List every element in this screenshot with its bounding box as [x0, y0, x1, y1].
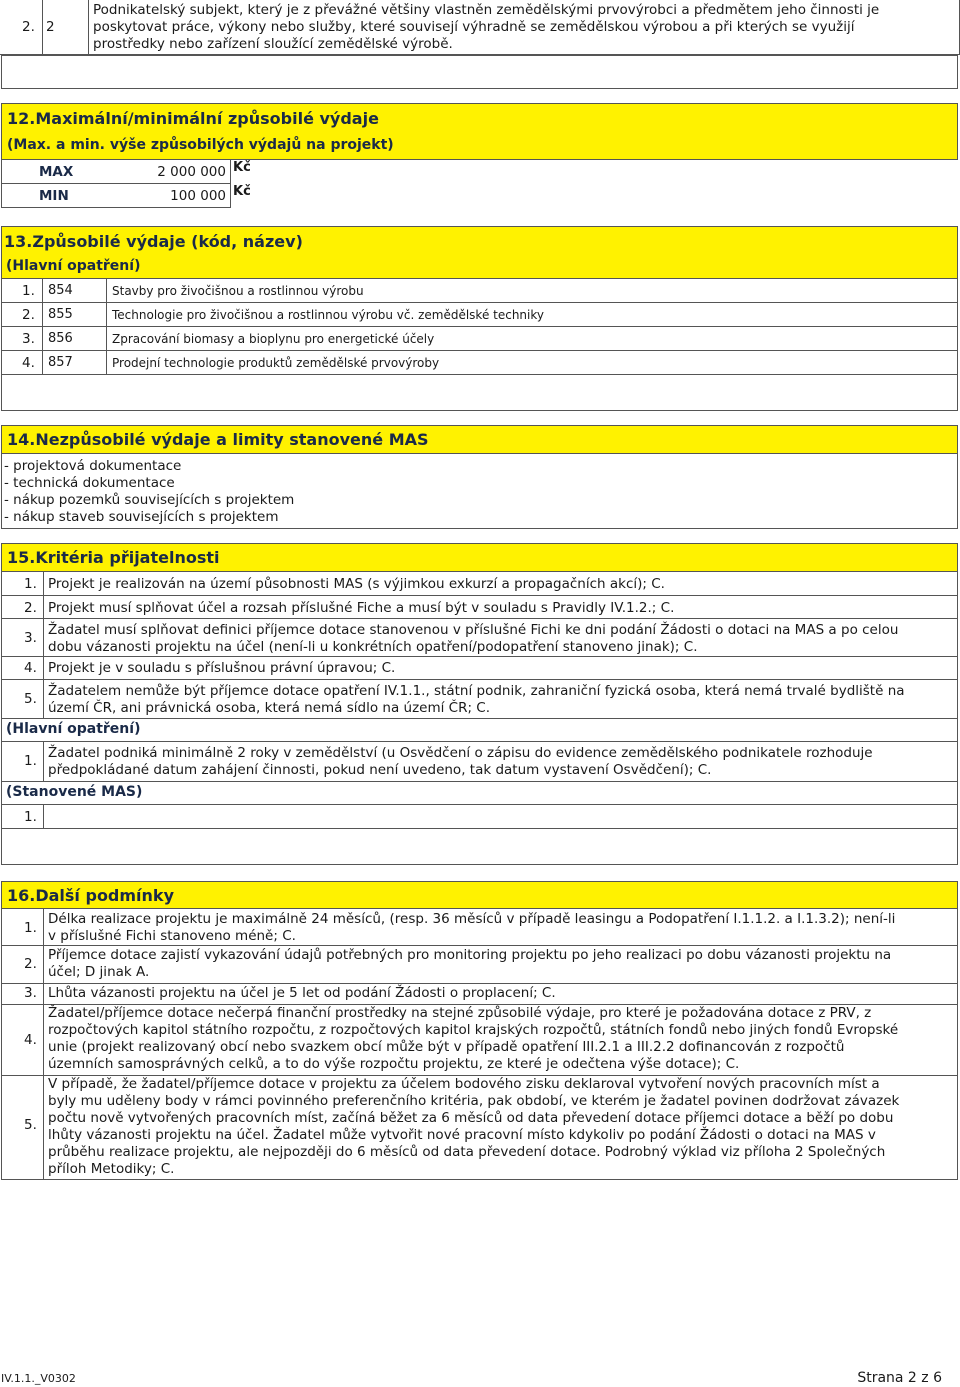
s15-mas-label: (Stanovené MAS) — [6, 784, 143, 800]
s14-list-item: - nákup staveb souvisejících s projektem — [4, 509, 279, 525]
top-row-code-cell — [42, 0, 89, 55]
s14-body — [1, 453, 958, 529]
s16-row-line: unie (projekt realizovaný obcí nebo svazkem obcí může být v případě opatření III.2.1 a III.2.2 dofinancován z rozpočtů — [48, 1039, 845, 1055]
s13-title: 13.Způsobilé výdaje (kód, název) — [4, 232, 303, 251]
s16-row-text — [48, 947, 891, 981]
s13-row-num: 4. — [22, 355, 35, 371]
s16-row-num: 4. — [24, 1032, 37, 1048]
s15-col-divider-2 — [43, 741, 44, 782]
s16-row-text — [48, 1005, 898, 1073]
top-row — [0, 0, 960, 55]
top-row-text — [93, 2, 955, 53]
s16-row-line: Lhůta vázanosti projektu na účel je 5 let od podání Žádosti o proplacení; C. — [48, 985, 556, 1001]
s15-row-text-l2: území ČR, ani právnická osoba, která nemá sídlo na území ČR; C. — [48, 700, 491, 716]
s14-header — [1, 425, 958, 454]
s15-col-divider-3 — [43, 804, 44, 829]
s13-row-code: 857 — [48, 355, 73, 370]
s13-subtitle: (Hlavní opatření) — [6, 258, 141, 274]
s15-mas-row — [1, 804, 958, 829]
top-row-text-l2: poskytovat práce, výkony nebo služby, které souvisejí výhradně se zemědělskou výrobou a při kterých se využijí — [93, 19, 855, 35]
s12-header — [1, 103, 958, 160]
min-value: 100 000 — [170, 188, 226, 204]
s16-row-line: územních samosprávných celků, a to do výše rozpočtu projektu, ze které je odečtena výše dotace); C. — [48, 1056, 740, 1072]
s15-row-text-l1: Žadatel musí splňovat definici příjemce dotace stanovenou v příslušné Fichi ke dni podání Žádosti o dotaci na MAS a po celou — [48, 622, 899, 638]
s15-row-text: Projekt musí splňovat účel a rozsah příslušné Fiche a musí být v souladu s Pravidly IV.1.2.; C. — [48, 600, 675, 616]
s16-row-line: rozpočtových kapitol státního rozpočtu, z rozpočtových kapitol krajských rozpočtů, státních fondů nebo jiných fondů Evropské — [48, 1022, 899, 1038]
s15-hlavni-text — [48, 745, 873, 779]
s16-row-line: Žadatel/příjemce dotace nečerpá finanční prostředky na stejné způsobilé výdaje, pro které je požadována dotace z PRV, z — [48, 1005, 872, 1021]
s13-row — [1, 302, 958, 327]
s15-row-num: 1. — [24, 576, 37, 592]
s12-title: 12.Maximální/minimální způsobilé výdaje — [7, 109, 379, 128]
s13-row-num: 3. — [22, 331, 35, 347]
s15-hlavni-text-l1: Žadatel podniká minimálně 2 roky v zemědělství (u Osvědčení o zápisu do evidence zemědělského podnikatele rozhoduje — [48, 745, 873, 761]
s16-row — [1, 908, 958, 946]
s16-row-num: 5. — [24, 1117, 37, 1133]
min-currency: Kč — [233, 184, 251, 199]
max-value: 2 000 000 — [157, 164, 226, 180]
min-label: MIN — [39, 188, 69, 204]
s16-row-num: 2. — [24, 956, 37, 972]
s15-row — [1, 571, 958, 595]
s15-header — [1, 543, 958, 572]
top-row-code: 2 — [46, 19, 55, 35]
s13-row-code: 854 — [48, 283, 73, 298]
s16-row-text — [48, 911, 895, 945]
s13-row-name: Technologie pro živočišnou a rostlinnou výrobu vč. zemědělské techniky — [112, 308, 544, 322]
max-currency: Kč — [233, 160, 251, 175]
footer-right: Strana 2 z 6 — [857, 1370, 942, 1386]
empty-box-2 — [1, 374, 958, 411]
s13-row — [1, 326, 958, 351]
s15-hlavni-row — [1, 741, 958, 782]
s16-title: 16.Další podmínky — [7, 886, 174, 905]
s13-row-code: 855 — [48, 307, 73, 322]
s14-list — [4, 458, 294, 526]
s15-row — [1, 595, 958, 619]
s15-row-text — [48, 683, 905, 717]
s16-row — [1, 1075, 958, 1180]
s15-title: 15.Kritéria přijatelnosti — [7, 548, 220, 567]
s13-row — [1, 350, 958, 375]
s13-row-code: 856 — [48, 331, 73, 346]
top-row-text-l1: Podnikatelský subjekt, který je z převážné většiny vlastněn zemědělskými prvovýrobci a předmětem jeho činnosti je — [93, 2, 880, 18]
s13-row-name: Prodejní technologie produktů zemědělské prvovýroby — [112, 356, 440, 370]
s15-row-text — [48, 622, 898, 656]
s14-list-item: - projektová dokumentace — [4, 458, 182, 474]
s15-row-text: Projekt je v souladu s příslušnou právní úpravou; C. — [48, 660, 396, 676]
s16-row-line: průběhu realizace projektu, ale nejpozději do 6 měsíců od data převedení dotace. Podrobný výklad viz příloha 2 Společných — [48, 1144, 886, 1160]
top-row-text-l3: prostředky nebo zařízení sloužící zemědělské výrobě. — [93, 36, 453, 52]
s16-row-line: V případě, že žadatel/příjemce dotace v projektu za účelem bodového zisku deklaroval vytvoření nových pracovních míst a — [48, 1076, 880, 1092]
empty-box-3 — [1, 828, 958, 865]
s13-row-num: 1. — [22, 283, 35, 299]
s12-max-row — [1, 159, 231, 184]
s15-row — [1, 679, 958, 719]
s15-row-num: 5. — [24, 691, 37, 707]
s15-hlavni-label: (Hlavní opatření) — [6, 721, 141, 737]
s12-subtitle: (Max. a min. výše způsobilých výdajů na projekt) — [7, 137, 394, 153]
s15-mas-label-row — [1, 781, 958, 805]
s16-row-line: účel; D jinak A. — [48, 964, 150, 980]
s15-mas-num: 1. — [24, 809, 37, 825]
s15-col-divider — [43, 571, 44, 718]
s16-row-line: počtu nově vytvořených pracovních míst, začíná běžet za 6 měsíců od data převedení dotace příjemci dotace a běží po dobu — [48, 1110, 894, 1126]
s13-row-num: 2. — [22, 307, 35, 323]
s16-row — [1, 945, 958, 984]
s13-col-divider-2 — [106, 278, 107, 375]
s16-row-line: příloh Metodiky; C. — [48, 1161, 175, 1177]
s16-row-line: Příjemce dotace zajistí vykazování údajů potřebných pro monitoring projektu po jeho realizaci po dobu vázanosti projektu na — [48, 947, 892, 963]
s15-row-num: 4. — [24, 660, 37, 676]
s13-row — [1, 278, 958, 303]
s15-row-text-l1: Žadatelem nemůže být příjemce dotace opatření IV.1.1., státní podnik, zahraniční fyzická osoba, která nemá trvalé bydliště na — [48, 683, 905, 699]
s16-row-num: 3. — [24, 985, 37, 1001]
s15-row — [1, 618, 958, 657]
s16-row-line: v příslušné Fichi stanoveno méně; C. — [48, 928, 296, 944]
s16-row-text — [48, 985, 556, 1002]
s16-col-divider — [43, 908, 44, 1180]
s15-row-text-l2: dobu vázanosti projektu na účel (není-li u konkrétních opatření/podopatření stanoveno jinak); C. — [48, 639, 698, 655]
s13-row-name: Stavby pro živočišnou a rostlinnou výrobu — [112, 284, 364, 298]
max-label: MAX — [39, 164, 74, 180]
s16-row-line: Délka realizace projektu je maximálně 24 měsíců, (resp. 36 měsíců v případě leasingu a Podopatření I.1.1.2. a I.1.3.2); není-li — [48, 911, 896, 927]
s16-row — [1, 1004, 958, 1076]
top-row-num-cell — [0, 0, 43, 55]
s15-row-num: 3. — [24, 630, 37, 646]
s15-row-text: Projekt je realizován na území působnosti MAS (s výjimkou exkurzí a propagačních akcí); C. — [48, 576, 665, 592]
s15-hlavni-text-l2: předpokládané datum zahájení činnosti, pokud není uvedeno, tak datum vystavení Osvědčení); C. — [48, 762, 712, 778]
s16-row-text — [48, 1076, 899, 1178]
s14-list-item: - nákup pozemků souvisejících s projektem — [4, 492, 295, 508]
s13-col-divider-1 — [42, 278, 43, 375]
s14-title: 14.Nezpůsobilé výdaje a limity stanovené MAS — [7, 430, 429, 449]
s16-row-num: 1. — [24, 920, 37, 936]
top-row-num: 2. — [22, 19, 35, 35]
s16-header — [1, 881, 958, 909]
s15-row-num: 2. — [24, 600, 37, 616]
s15-hlavni-label-row — [1, 718, 958, 742]
s15-hlavni-num: 1. — [24, 753, 37, 769]
s14-list-item: - technická dokumentace — [4, 475, 175, 491]
footer-left: IV.1.1._V0302 — [1, 1372, 76, 1385]
s12-min-row — [1, 183, 231, 208]
s16-row — [1, 983, 958, 1005]
s16-row-line: lhůty vázanosti projektu na účel. Žadatel může vytvořit nové pracovní místo kdykoliv po podání Žádosti o dotaci na MAS v — [48, 1127, 876, 1143]
s16-row-line: byly mu uděleny body v rámci povinného preferenčního kritéria, pak období, ve kterém je žadatel povinen dodržovat závazek — [48, 1093, 900, 1109]
s13-row-name: Zpracování biomasy a bioplynu pro energetické účely — [112, 332, 435, 346]
s13-header — [1, 226, 958, 279]
s15-row — [1, 656, 958, 680]
empty-box-1 — [1, 55, 958, 89]
